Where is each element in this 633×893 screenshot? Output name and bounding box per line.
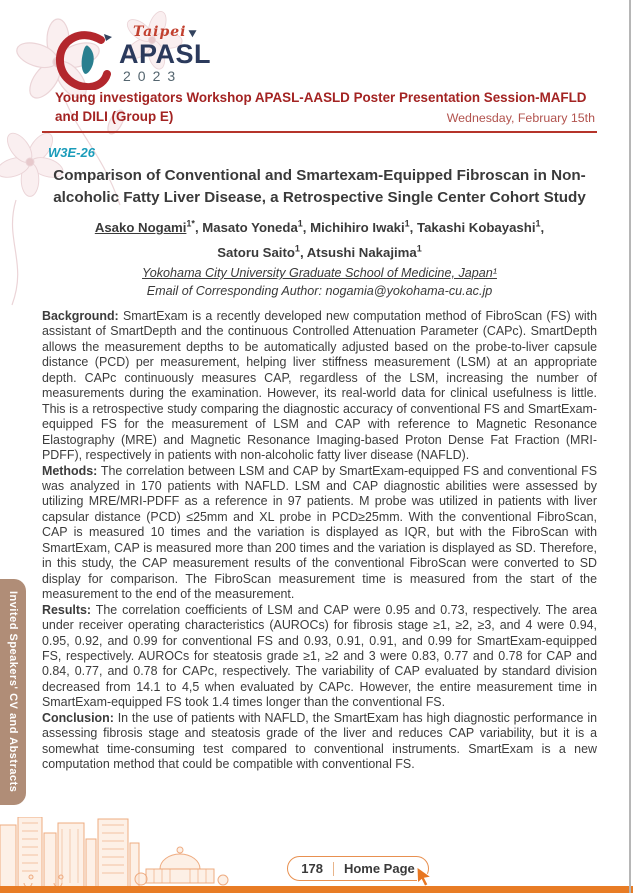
sidebar-tab-label: Invited Speakers' CV and Abstracts <box>7 591 19 793</box>
page-number: 178 <box>301 861 323 876</box>
section-text: The correlation coefficients of LSM and CAP were 0.95 and 0.73, respectively. The area under receiver operating characteristics (AUROCs) for fibrosis stage ≥1, ≥2, ≥3, and 4 were 0.94, 0.95, 0.92, and 0.99 for conventional FS and 0.93, 0.91, 0.91, and 0.99 for SmartExam-equipped FS, respectively. AUROCs for steatosis grade ≥1, ≥2 and 3 were 0.83, 0.77 and 0.78 for CAP and 0.84, 0.77, and 0.78 for CAPc, respectively. The variability of CAP evaluated by standard division decreased from 14.1 to 4,5 when evaluated by CAPc. However, the entire measurement time in SmartExam-equipped FS took 1.4 times longer than the conventional FS. <box>42 602 597 710</box>
logo-apasl-label: APASL <box>119 39 212 69</box>
home-page-button[interactable] <box>287 856 429 881</box>
session-header <box>55 88 595 126</box>
abstract-section-background <box>42 309 597 464</box>
section-label: Background: <box>42 309 119 323</box>
abstract-section-methods <box>42 464 597 603</box>
author: Atsushi Nakajima$^1$ <box>306 243 422 261</box>
bottom-accent-bar <box>0 886 633 893</box>
section-label: Results: <box>42 602 92 617</box>
authors-line-2 <box>42 239 597 264</box>
corresponding-email: Email of Corresponding Author: nogamia@yokohama-cu.ac.jp <box>146 284 493 298</box>
header-divider <box>42 131 597 133</box>
home-page-label: Home Page <box>343 861 415 876</box>
section-text: The correlation between LSM and CAP by SmartExam-equipped FS and conventional FS was analyzed in 170 patients with NAFLD. LSM and CAP diagnostic abilities were assessed by utilizing MRE/MRI-PDFF as a reference in 97 patients. M probe was utilized in patients with liver capsular distance (PCD) ≤25mm and XL probe in PCD≥25mm. With the conventional FibroScan, CAP is measured 10 times and the variation is displayed as IQR, but with the FibroScan with SmartExam, CAP is measured more than 200 times and the variation is displayed as SD. Therefore, in this study, the CAP measurement results of the conventional FibroScan were converted to SD display for comparison. The FibroScan measurement time is measured from the start of the measurement to the end of the measurement. <box>42 463 597 602</box>
author-list <box>42 214 597 264</box>
author: Takashi Kobayashi$^1$, <box>417 219 545 236</box>
page-edge-line <box>629 0 631 893</box>
section-text: SmartExam is a recently developed new computation method of FibroScan (FS) with assistant of SmartDepth and the continuous Controlled Attenuation Parameter (CAPc). SmartDepth allows the measurement depths to be automatically adjusted based on the probe-to-liver capsule distance (PCD) per measurement, helping liver stiffness measurement (LSM) at an appropriate depth. CAPc continuously measures CAP, regardless of the LSM, increasing the number of measurements during the examination. However, its real-world data for clinical usefulness is little. This is a retrospective study comparing the diagnostic accuracy of conventional FS and SmartExam-equipped FS for the measurement of LSM and CAP with reference to Magnetic Resonance Elastography (MRE) and Magnetic Resonance Imaging-based Proton Dense Fat Fraction (MRI-PDFF), respectively in patients with non-alcoholic fatty liver disease (NAFLD). <box>42 309 597 463</box>
affiliation: Yokohama City University Graduate School of Medicine, Japan¹ <box>142 266 497 280</box>
apasl-logo <box>55 24 211 84</box>
pill-divider <box>333 862 334 876</box>
session-date: Wednesday, February 15th <box>446 111 595 125</box>
author: Masato Yoneda$^1$, <box>202 219 311 236</box>
section-label: Conclusion: <box>42 710 114 725</box>
abstract-section-results <box>42 603 597 711</box>
paper-title: Comparison of Conventional and Smartexam-Equipped Fibroscan in Non-alcoholic Fatty Liver Disease, a Retrospective Single Center Cohort Study <box>53 167 586 206</box>
author: Asako Nogami$^{1*}$, <box>94 219 203 236</box>
authors-line-1 <box>42 214 597 239</box>
author: Michihiro Iwaki$^1$, <box>310 219 417 236</box>
section-text: In the use of patients with NAFLD, the SmartExam has high diagnostic performance in assessing fibrosis stage and steatosis grade of the liver and reduces CAP variability, but it is a somewhat time-consuming test compared to conventional instruments. SmartExam is a new computation method that could be compatible with conventional FS. <box>42 710 597 772</box>
abstract-section-conclusion <box>42 711 597 773</box>
leaf-icon <box>189 27 199 37</box>
logo-year-label: 2023 <box>123 68 183 84</box>
skyline-decoration <box>0 817 250 887</box>
author: Satoru Saito$^1$, <box>217 243 307 261</box>
abstract-body <box>42 309 597 773</box>
cursor-icon <box>416 867 434 887</box>
section-label: Methods: <box>42 463 98 478</box>
session-code: W3E-26 <box>48 145 95 160</box>
session-title: Young investigators Workshop APASL-AASLD Poster Presentation Session-MAFLD and DILI (Group E) <box>55 90 587 124</box>
sidebar-tab <box>0 579 26 805</box>
logo-taipei-label: Taipei <box>133 24 211 40</box>
apasl-logo-icon <box>55 30 113 90</box>
